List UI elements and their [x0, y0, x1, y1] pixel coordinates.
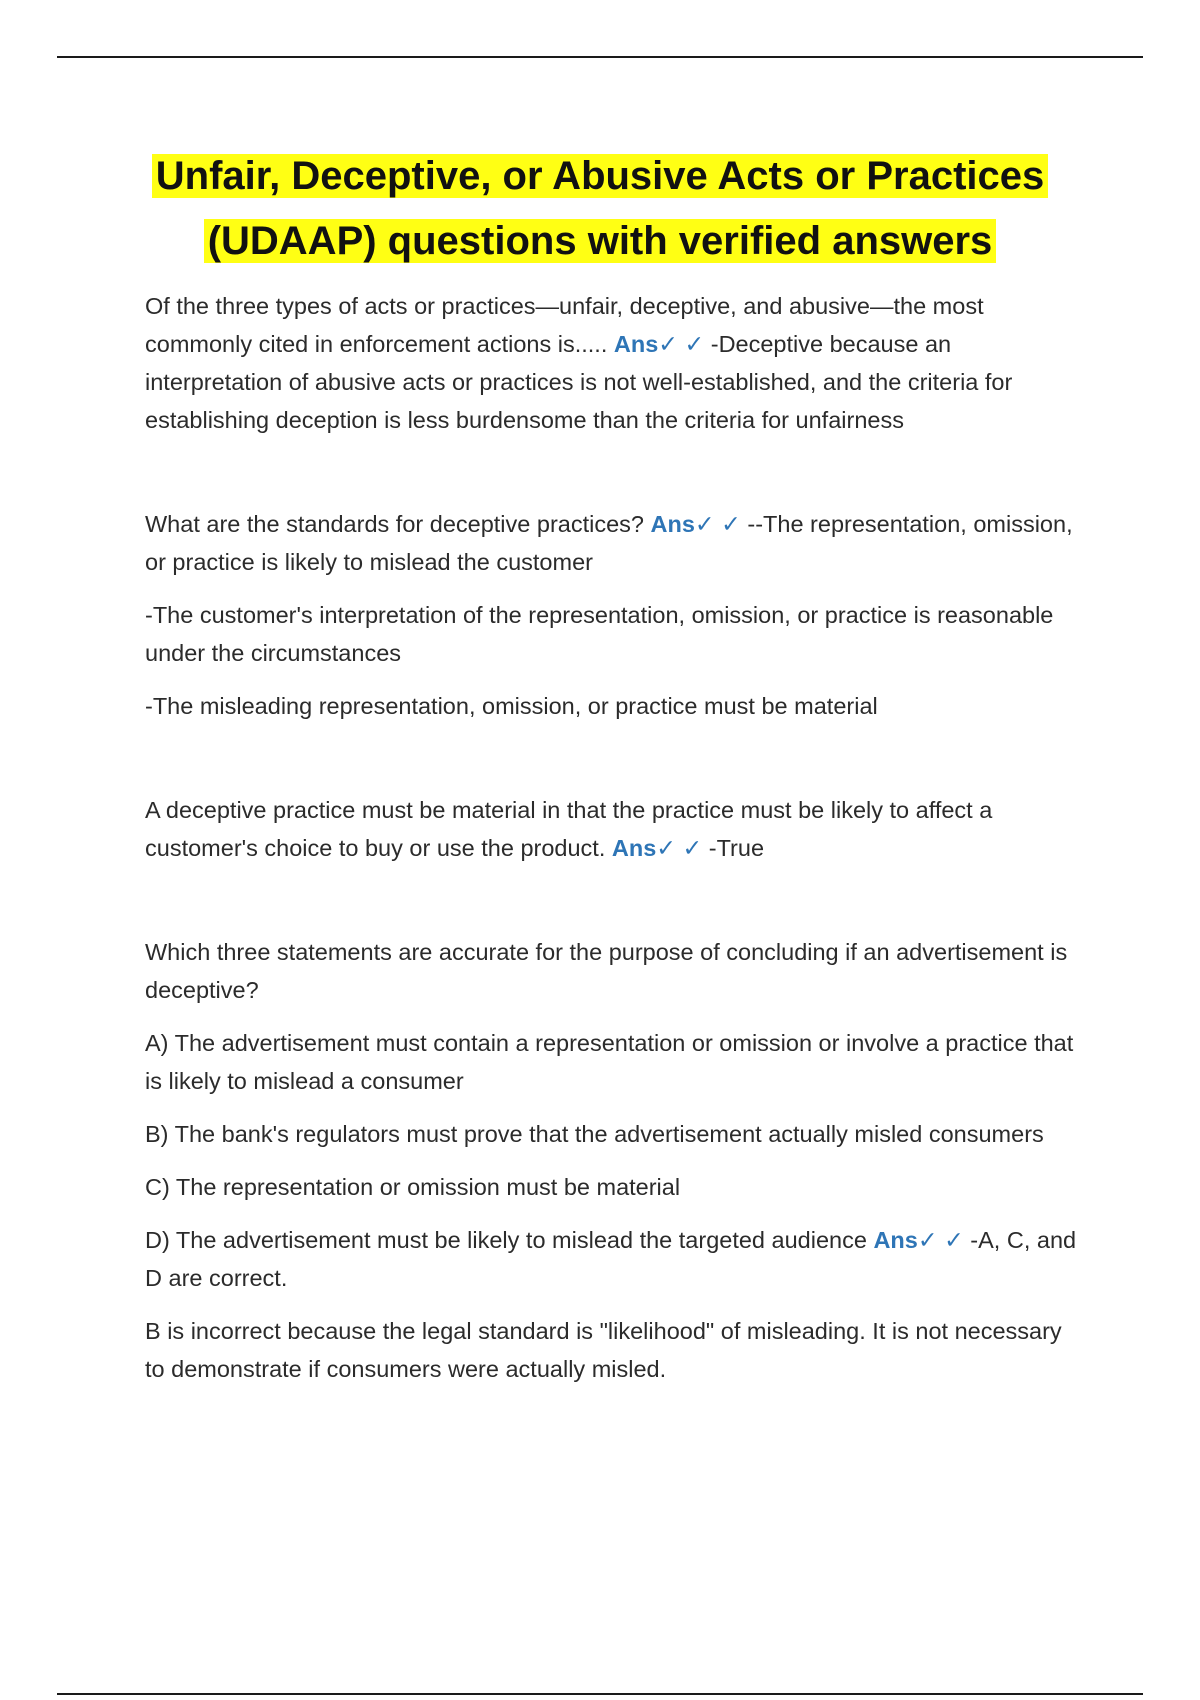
- answer-text: -A, C, and D are correct.: [145, 1227, 1077, 1291]
- option-c: C) The representation or omission must be material: [145, 1174, 681, 1200]
- qa-item-2: [145, 505, 1080, 581]
- answer-continuation: -The misleading representation, omission, or practice must be material: [145, 693, 878, 719]
- option-b: B) The bank's regulators must prove that the advertisement actually misled consumers: [145, 1121, 1044, 1147]
- answer-text: --The representation, omission, or practice is likely to mislead the customer: [145, 511, 1073, 575]
- question-text: A deceptive practice must be material in that the practice must be likely to affect a customer's choice to buy or use the product.: [145, 797, 993, 861]
- qa-item-1: [145, 287, 1080, 439]
- check-mark-icon: ✓ ✓: [917, 1227, 964, 1253]
- answer-text: -True: [702, 835, 765, 861]
- header-rule: [57, 56, 1143, 58]
- title-line-1: Unfair, Deceptive, or Abusive Acts or Practices: [152, 154, 1049, 198]
- qa-item-4: [145, 1221, 1080, 1297]
- answer-text: -Deceptive because an interpretation of abusive acts or practices is not well-established, and the criteria for establishing deception is less burdensome than the criteria for unfairness: [145, 331, 1013, 433]
- ans-label: Ans: [650, 511, 695, 537]
- answer-continuation: B is incorrect because the legal standard is "likelihood" of misleading. It is not necessary to demonstrate if consumers were actually misled.: [145, 1318, 1062, 1382]
- title-line-2: (UDAAP) questions with verified answers: [204, 219, 997, 263]
- qa-item-4-intro: Which three statements are accurate for the purpose of concluding if an advertisement is deceptive?: [145, 939, 1068, 1003]
- ans-label: Ans: [611, 835, 657, 861]
- question-text: D) The advertisement must be likely to mislead the targeted audience: [145, 1227, 874, 1253]
- qa-item-3: [145, 791, 1080, 867]
- check-mark-icon: ✓ ✓: [656, 835, 703, 861]
- answer-continuation: -The customer's interpretation of the representation, omission, or practice is reasonable under the circumstances: [145, 602, 1054, 666]
- qa-content: [145, 287, 1080, 1403]
- option-a: A) The advertisement must contain a representation or omission or involve a practice that is likely to mislead a consumer: [145, 1030, 1074, 1094]
- check-mark-icon: ✓ ✓: [694, 511, 741, 537]
- check-mark-icon: ✓ ✓: [658, 331, 705, 357]
- ans-label: Ans: [873, 1227, 918, 1253]
- document-title: [100, 144, 1100, 274]
- question-text: What are the standards for deceptive practices?: [145, 511, 651, 537]
- question-text: Of the three types of acts or practices—unfair, deceptive, and abusive—the most commonly cited in enforcement actions is.....: [145, 293, 984, 357]
- ans-label: Ans: [613, 331, 659, 357]
- footer-rule: [57, 1693, 1143, 1695]
